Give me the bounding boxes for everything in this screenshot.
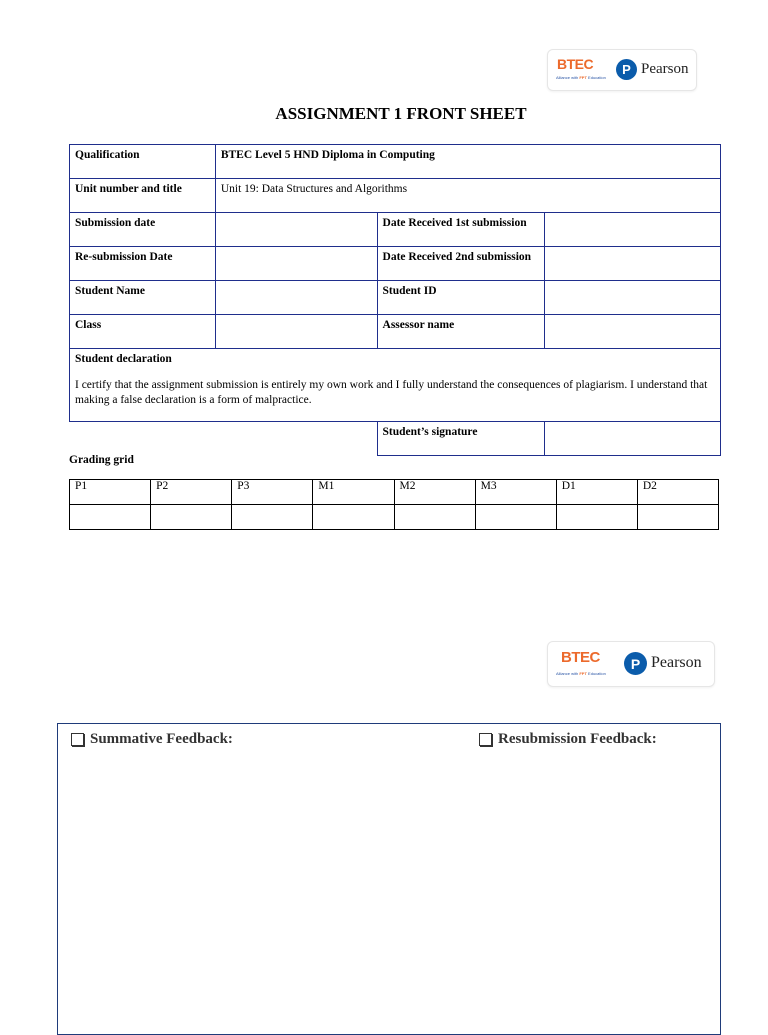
resubmission-checkbox-icon[interactable] <box>479 733 492 746</box>
class-label: Class <box>70 315 216 349</box>
declaration-text: I certify that the assignment submission is entirely my own work and I fully understand the consequences of plagiarism. I understand that making a false declaration is a form of malpractice. <box>75 379 708 406</box>
resubmission-feedback-label: Resubmission Feedback: <box>498 731 657 747</box>
signature-row <box>70 422 721 456</box>
student-id-label: Student ID <box>377 281 545 315</box>
resubmission-row <box>70 247 721 281</box>
resubmission-date-field[interactable] <box>215 247 377 281</box>
btec-subtitle: Alliance with FPT Education <box>556 671 606 676</box>
date-received-2-field[interactable] <box>545 247 721 281</box>
class-field[interactable] <box>215 315 377 349</box>
grade-cell-d2[interactable] <box>637 505 718 530</box>
unit-row <box>70 179 721 213</box>
submission-date-field[interactable] <box>215 213 377 247</box>
student-declaration <box>70 349 721 422</box>
qualification-label: Qualification <box>70 145 216 179</box>
signature-field[interactable] <box>545 422 721 456</box>
grade-cell-p2[interactable] <box>151 505 232 530</box>
btec-logo-text: BTEC <box>557 56 594 72</box>
grading-grid <box>69 479 719 530</box>
qualification-value: BTEC Level 5 HND Diploma in Computing <box>215 145 720 179</box>
assignment-info-table <box>69 144 721 456</box>
grade-header-p1: P1 <box>70 480 151 505</box>
grade-cell-m1[interactable] <box>313 505 394 530</box>
grade-header-p2: P2 <box>151 480 232 505</box>
btec-subtitle: Alliance with FPT Education <box>556 75 606 80</box>
submission-row <box>70 213 721 247</box>
assessor-field[interactable] <box>545 315 721 349</box>
summative-feedback <box>71 731 233 748</box>
pearson-logo-text: Pearson <box>651 654 702 671</box>
declaration-heading: Student declaration <box>75 353 172 365</box>
grade-cell-m2[interactable] <box>394 505 475 530</box>
student-name-field[interactable] <box>215 281 377 315</box>
declaration-row <box>70 349 721 422</box>
grade-cell-p3[interactable] <box>232 505 313 530</box>
grade-cell-d1[interactable] <box>556 505 637 530</box>
unit-value: Unit 19: Data Structures and Algorithms <box>215 179 720 213</box>
pearson-logo-text: Pearson <box>641 61 689 77</box>
student-name-label: Student Name <box>70 281 216 315</box>
page-title: ASSIGNMENT 1 FRONT SHEET <box>275 104 527 123</box>
submission-date-label: Submission date <box>70 213 216 247</box>
grade-header-m1: M1 <box>313 480 394 505</box>
feedback-box <box>57 723 721 1035</box>
grading-value-row <box>70 505 719 530</box>
resubmission-date-label: Re-submission Date <box>70 247 216 281</box>
assessor-label: Assessor name <box>377 315 545 349</box>
student-id-field[interactable] <box>545 281 721 315</box>
date-received-1-field[interactable] <box>545 213 721 247</box>
grade-header-m2: M2 <box>394 480 475 505</box>
grade-header-p3: P3 <box>232 480 313 505</box>
student-row <box>70 281 721 315</box>
date-received-1-label: Date Received 1st submission <box>377 213 545 247</box>
btec-pearson-logo-2 <box>547 641 715 687</box>
class-row <box>70 315 721 349</box>
grade-cell-p1[interactable] <box>70 505 151 530</box>
grade-header-d1: D1 <box>556 480 637 505</box>
signature-label: Student’s signature <box>377 422 545 456</box>
pearson-icon: P <box>616 59 637 80</box>
grading-grid-label: Grading grid <box>69 454 134 466</box>
summative-feedback-label: Summative Feedback: <box>90 731 233 747</box>
summative-checkbox-icon[interactable] <box>71 733 84 746</box>
date-received-2-label: Date Received 2nd submission <box>377 247 545 281</box>
grade-cell-m3[interactable] <box>475 505 556 530</box>
resubmission-feedback <box>479 731 657 748</box>
pearson-icon: P <box>624 652 647 675</box>
btec-logo-text: BTEC <box>561 649 600 666</box>
grading-header-row <box>70 480 719 505</box>
grade-header-m3: M3 <box>475 480 556 505</box>
btec-pearson-logo <box>547 49 697 91</box>
qualification-row <box>70 145 721 179</box>
unit-label: Unit number and title <box>70 179 216 213</box>
grade-header-d2: D2 <box>637 480 718 505</box>
